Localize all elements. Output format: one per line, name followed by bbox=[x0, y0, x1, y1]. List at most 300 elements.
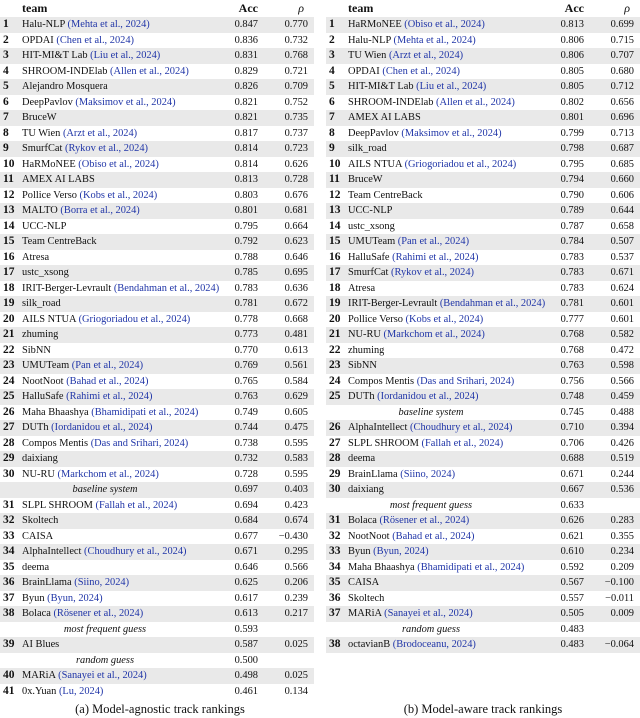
rank-cell: 13 bbox=[329, 204, 341, 216]
citation-link[interactable]: (Sanayei et al., 2024) bbox=[384, 608, 473, 619]
acc-cell: 0.805 bbox=[560, 81, 584, 92]
rho-cell: 0.676 bbox=[284, 189, 308, 201]
rank-cell: 23 bbox=[329, 359, 341, 371]
citation-link[interactable]: (Bendahman et al., 2024) bbox=[439, 298, 546, 309]
citation-link[interactable]: (Byun, 2024) bbox=[373, 546, 429, 557]
acc-cell: 0.847 bbox=[234, 19, 258, 30]
table-row bbox=[0, 405, 314, 421]
team-cell bbox=[22, 436, 188, 452]
team-cell bbox=[326, 498, 536, 514]
team-name: deema bbox=[22, 561, 50, 573]
table-row bbox=[326, 281, 640, 297]
team-cell bbox=[348, 281, 375, 297]
acc-cell: 0.763 bbox=[234, 391, 258, 402]
rank-cell: 26 bbox=[3, 405, 15, 418]
citation-link[interactable]: (Obiso et al., 2024) bbox=[404, 19, 485, 30]
table-body bbox=[326, 17, 640, 653]
table-row bbox=[326, 560, 640, 576]
rho-cell: 0.595 bbox=[284, 437, 308, 449]
acc-cell: 0.795 bbox=[234, 220, 258, 232]
table-row bbox=[0, 544, 314, 560]
rho-cell: 0.715 bbox=[610, 34, 634, 46]
team-cell bbox=[348, 544, 429, 560]
table-row bbox=[0, 48, 314, 64]
team-name: BrainLlama bbox=[348, 468, 398, 480]
caption-model-aware: (b) Model-aware track rankings bbox=[403, 702, 563, 716]
citation-link[interactable]: (Fallah et al., 2024) bbox=[95, 499, 178, 511]
model-agnostic-table bbox=[0, 0, 314, 699]
table-row bbox=[326, 172, 640, 188]
acc-cell: 0.821 bbox=[234, 112, 258, 123]
citation-link[interactable]: (Das and Srihari, 2024) bbox=[90, 437, 189, 449]
table-row bbox=[0, 451, 314, 467]
team-cell bbox=[348, 234, 469, 250]
rank-cell: 37 bbox=[3, 591, 15, 604]
team-name: Byun bbox=[22, 592, 45, 604]
team-cell bbox=[326, 405, 536, 421]
rank-cell: 33 bbox=[3, 529, 15, 542]
team-cell bbox=[348, 126, 502, 142]
citation-link[interactable]: (Maksimov et al., 2024) bbox=[75, 96, 176, 108]
rank-cell: 12 bbox=[329, 188, 341, 201]
rank-cell: 31 bbox=[3, 498, 15, 511]
team-name: TU Wien bbox=[348, 50, 387, 61]
rho-cell: 0.025 bbox=[284, 670, 308, 681]
rank-cell: 8 bbox=[3, 126, 9, 139]
table-row bbox=[326, 482, 640, 498]
acc-cell: 0.821 bbox=[234, 96, 258, 108]
rho-cell: 0.009 bbox=[610, 608, 634, 619]
rank-cell: 2 bbox=[329, 33, 335, 46]
acc-cell: 0.768 bbox=[560, 329, 584, 340]
acc-cell: 0.785 bbox=[234, 267, 258, 278]
caption-model-agnostic: (a) Model-agnostic track rankings bbox=[75, 702, 245, 716]
team-cell bbox=[348, 265, 474, 281]
team-name: BrainLlama bbox=[22, 577, 72, 588]
rank-cell: 4 bbox=[329, 64, 335, 77]
citation-link[interactable]: (Iordanidou et al., 2024) bbox=[51, 422, 153, 433]
rho-cell: 0.636 bbox=[284, 282, 308, 294]
team-name: ustc_xsong bbox=[22, 267, 69, 278]
header-team: team bbox=[348, 1, 374, 15]
rho-cell: 0.768 bbox=[284, 50, 308, 61]
team-cell bbox=[348, 312, 483, 328]
rho-cell: 0.582 bbox=[610, 329, 634, 340]
citation-link[interactable]: (Mehta et al., 2024) bbox=[67, 19, 150, 30]
citation-link[interactable]: (Arzt et al., 2024) bbox=[388, 50, 464, 61]
acc-cell: 0.671 bbox=[560, 468, 584, 480]
team-name: UMUTeam bbox=[22, 360, 70, 371]
citation-link[interactable]: (Fallah et al., 2024) bbox=[421, 437, 504, 449]
team-cell bbox=[348, 637, 476, 653]
team-cell bbox=[348, 575, 379, 591]
rank-cell: 38 bbox=[3, 607, 15, 619]
citation-link[interactable]: (Kobs et al., 2024) bbox=[79, 189, 158, 201]
team-cell bbox=[348, 17, 485, 33]
citation-link[interactable]: (Brodoceanu, 2024) bbox=[392, 639, 476, 650]
rank-cell: 19 bbox=[329, 297, 341, 309]
acc-cell: 0.748 bbox=[560, 391, 584, 402]
rho-cell: 0.561 bbox=[284, 360, 308, 371]
team-cell bbox=[22, 451, 58, 467]
team-name: AlphaIntellect bbox=[348, 422, 408, 433]
acc-cell: 0.763 bbox=[560, 360, 584, 371]
rank-cell: 11 bbox=[3, 173, 14, 185]
team-cell bbox=[22, 296, 61, 312]
team-name: Skoltech bbox=[348, 592, 385, 604]
team-name: UCC-NLP bbox=[348, 205, 393, 216]
acc-cell: 0.749 bbox=[234, 406, 258, 418]
rank-cell: 4 bbox=[3, 64, 9, 77]
table-row bbox=[0, 684, 314, 700]
citation-link[interactable]: (Obiso et al., 2024) bbox=[78, 158, 159, 170]
citation-link[interactable]: (Sanayei et al., 2024) bbox=[58, 670, 147, 681]
rho-cell: 0.685 bbox=[610, 158, 634, 170]
rank-cell: 10 bbox=[329, 157, 341, 170]
table-row bbox=[326, 79, 640, 95]
table-row bbox=[326, 637, 640, 653]
citation-link[interactable]: (Arzt et al., 2024) bbox=[62, 127, 138, 139]
citation-link[interactable]: (Bendahman et al., 2024) bbox=[113, 282, 220, 294]
team-name: CAISA bbox=[348, 577, 380, 588]
rho-cell: 0.488 bbox=[610, 406, 634, 418]
team-name: HaRMoNEE bbox=[348, 19, 402, 30]
table-row bbox=[0, 606, 314, 622]
rho-cell: 0.658 bbox=[610, 220, 634, 232]
team-cell bbox=[22, 126, 137, 142]
team-cell bbox=[348, 141, 387, 157]
team-cell bbox=[22, 529, 53, 545]
team-name: octavianB bbox=[348, 639, 391, 650]
rank-cell: 31 bbox=[329, 514, 341, 526]
acc-cell: 0.744 bbox=[234, 422, 258, 433]
acc-cell: 0.738 bbox=[234, 437, 258, 449]
rank-cell: 10 bbox=[3, 157, 15, 170]
table-row bbox=[0, 265, 314, 281]
table-row bbox=[326, 33, 640, 49]
rank-cell: 6 bbox=[329, 95, 335, 108]
rho-cell: 0.507 bbox=[610, 236, 634, 247]
acc-cell: 0.784 bbox=[560, 236, 584, 247]
team-name: Maha Bhaashya bbox=[22, 406, 89, 418]
team-name: HalluSafe bbox=[22, 391, 64, 402]
citation-link[interactable]: (Rösener et al., 2024) bbox=[379, 515, 470, 526]
rank-cell: 38 bbox=[329, 638, 341, 650]
citation-link[interactable]: (Lu, 2024) bbox=[58, 685, 104, 697]
team-cell bbox=[22, 560, 49, 576]
team-name: Pollice Verso bbox=[22, 189, 77, 201]
team-cell bbox=[348, 64, 460, 80]
rank-cell: 22 bbox=[3, 343, 15, 356]
reference-row bbox=[326, 622, 640, 638]
citation-link[interactable]: (Markchom et al., 2024) bbox=[57, 468, 159, 480]
team-name: Atresa bbox=[348, 282, 376, 294]
team-name: Team CentreBack bbox=[22, 236, 97, 247]
citation-link[interactable]: (Mehta et al., 2024) bbox=[393, 34, 476, 46]
rho-cell: 0.712 bbox=[610, 81, 634, 92]
rank-cell: 7 bbox=[3, 111, 9, 123]
table-row bbox=[0, 110, 314, 126]
rank-cell: 15 bbox=[3, 235, 15, 247]
acc-cell: 0.710 bbox=[560, 422, 584, 433]
team-cell bbox=[22, 79, 108, 95]
rank-cell: 17 bbox=[3, 266, 15, 278]
rho-cell: 0.475 bbox=[284, 422, 308, 433]
citation-link[interactable]: (Choudhury et al., 2024) bbox=[410, 422, 513, 433]
rank-cell: 27 bbox=[329, 436, 341, 449]
team-name: zhuming bbox=[22, 329, 59, 340]
citation-link[interactable]: (Griogoriadou et al., 2024) bbox=[404, 158, 517, 170]
rank-cell: 15 bbox=[329, 235, 341, 247]
rho-cell: −0.011 bbox=[605, 592, 634, 604]
citation-link[interactable]: (Iordanidou et al., 2024) bbox=[377, 391, 479, 402]
rho-cell: 0.671 bbox=[610, 267, 634, 278]
citation-link[interactable]: (Liu et al., 2024) bbox=[90, 50, 161, 61]
team-name: AMEX AI LABS bbox=[22, 174, 95, 185]
team-name: SLPL SHROOM bbox=[348, 437, 419, 449]
team-cell bbox=[348, 95, 515, 111]
rank-cell: 22 bbox=[329, 343, 341, 356]
acc-cell: 0.706 bbox=[560, 437, 584, 449]
table-row bbox=[0, 296, 314, 312]
team-cell bbox=[348, 48, 463, 64]
citation-link[interactable]: (Rykov et al., 2024) bbox=[391, 267, 474, 278]
team-name: random guess bbox=[401, 623, 461, 635]
rho-cell: 0.472 bbox=[610, 344, 634, 356]
table-row bbox=[0, 498, 314, 514]
team-cell bbox=[22, 575, 129, 591]
team-name: HIT-MI&T Lab bbox=[22, 50, 88, 61]
acc-cell: 0.500 bbox=[234, 654, 258, 666]
rank-cell: 5 bbox=[329, 80, 335, 92]
rank-cell: 16 bbox=[329, 250, 341, 263]
team-name: Team CentreBack bbox=[348, 189, 423, 201]
team-name: SmurfCat bbox=[22, 143, 63, 154]
rank-cell: 33 bbox=[329, 545, 341, 557]
acc-cell: 0.783 bbox=[560, 267, 584, 278]
team-cell bbox=[348, 358, 377, 374]
team-cell bbox=[22, 64, 189, 80]
table-row bbox=[0, 188, 314, 204]
acc-cell: 0.783 bbox=[234, 282, 258, 294]
team-name: SibNN bbox=[22, 344, 51, 356]
team-name: zhuming bbox=[348, 344, 385, 356]
team-cell bbox=[348, 529, 474, 545]
citation-link[interactable]: (Pan et al., 2024) bbox=[397, 236, 470, 247]
table-row bbox=[326, 575, 640, 591]
citation-link[interactable]: (Siino, 2024) bbox=[400, 468, 456, 480]
acc-cell: 0.567 bbox=[560, 577, 584, 588]
citation-link[interactable]: (Chen et al., 2024) bbox=[382, 65, 460, 77]
acc-cell: 0.798 bbox=[560, 143, 584, 154]
table-row bbox=[326, 327, 640, 343]
acc-cell: 0.592 bbox=[560, 561, 584, 573]
acc-cell: 0.621 bbox=[560, 530, 584, 542]
team-name: OPDAI bbox=[348, 65, 380, 77]
team-cell bbox=[348, 343, 384, 359]
table-row bbox=[0, 327, 314, 343]
table-row bbox=[0, 126, 314, 142]
citation-link[interactable]: (Bhamidipati et al., 2024) bbox=[417, 561, 525, 573]
table-row bbox=[326, 203, 640, 219]
citation-link[interactable]: (Choudhury et al., 2024) bbox=[84, 546, 187, 557]
team-name: SmurfCat bbox=[348, 267, 389, 278]
acc-cell: 0.781 bbox=[234, 298, 258, 309]
acc-cell: 0.794 bbox=[560, 174, 584, 185]
acc-cell: 0.697 bbox=[234, 484, 258, 495]
team-cell bbox=[22, 420, 152, 436]
team-name: Halu-NLP bbox=[22, 19, 65, 30]
table-row bbox=[0, 420, 314, 436]
team-cell bbox=[22, 358, 143, 374]
team-name: Alejandro Mosquera bbox=[22, 81, 108, 92]
citation-link[interactable]: (Liu et al., 2024) bbox=[416, 81, 487, 92]
rank-cell: 32 bbox=[3, 514, 15, 526]
rank-cell: 24 bbox=[329, 374, 341, 387]
rank-cell: 18 bbox=[3, 281, 15, 294]
team-cell bbox=[22, 188, 157, 204]
team-cell bbox=[348, 296, 545, 312]
acc-cell: 0.781 bbox=[560, 298, 584, 309]
table-row bbox=[0, 250, 314, 266]
team-name: TU Wien bbox=[22, 127, 61, 139]
team-name: most frequent guess bbox=[63, 623, 147, 635]
reference-row bbox=[326, 498, 640, 514]
rho-cell: 0.234 bbox=[610, 546, 634, 557]
rho-cell: 0.723 bbox=[284, 143, 308, 154]
rank-cell: 34 bbox=[329, 560, 341, 573]
acc-cell: 0.802 bbox=[560, 96, 584, 108]
rho-cell: 0.629 bbox=[284, 391, 308, 402]
citation-link[interactable]: (Kobs et al., 2024) bbox=[405, 313, 484, 325]
citation-link[interactable]: (Chen et al., 2024) bbox=[56, 34, 134, 46]
rho-cell: 0.584 bbox=[284, 375, 308, 387]
rank-cell: 25 bbox=[329, 390, 341, 402]
rank-cell: 23 bbox=[3, 359, 15, 371]
table-row bbox=[0, 64, 314, 80]
team-cell bbox=[348, 33, 476, 49]
citation-link[interactable]: (Das and Srihari, 2024) bbox=[416, 375, 515, 387]
acc-cell: 0.806 bbox=[560, 34, 584, 46]
team-cell bbox=[0, 482, 210, 498]
citation-link[interactable]: (Pan et al., 2024) bbox=[71, 360, 144, 371]
acc-cell: 0.483 bbox=[560, 639, 584, 650]
citation-link[interactable]: (Rösener et al., 2024) bbox=[53, 608, 144, 619]
acc-cell: 0.783 bbox=[560, 282, 584, 294]
rho-cell: 0.239 bbox=[284, 592, 308, 604]
rho-cell: 0.606 bbox=[610, 189, 634, 201]
team-name: MARiA bbox=[22, 670, 56, 681]
rho-cell: 0.752 bbox=[284, 96, 308, 108]
team-cell bbox=[348, 327, 485, 343]
rho-cell: −0.100 bbox=[604, 577, 634, 588]
citation-link[interactable]: (Rahimi et al., 2024) bbox=[66, 391, 153, 402]
table-row bbox=[0, 668, 314, 684]
team-name: deema bbox=[348, 453, 376, 464]
team-cell bbox=[22, 668, 147, 684]
rho-cell: 0.025 bbox=[284, 639, 308, 650]
team-cell bbox=[348, 157, 516, 173]
rank-cell: 14 bbox=[3, 219, 15, 232]
team-cell bbox=[348, 389, 478, 405]
team-name: Pollice Verso bbox=[348, 313, 403, 325]
rho-cell: 0.209 bbox=[610, 561, 634, 573]
rho-cell: 0.537 bbox=[610, 251, 634, 263]
citation-link[interactable]: (Siino, 2024) bbox=[74, 577, 130, 588]
acc-cell: 0.694 bbox=[234, 499, 258, 511]
team-cell bbox=[22, 684, 103, 700]
reference-row bbox=[0, 622, 314, 638]
table-row bbox=[326, 48, 640, 64]
rho-cell: 0.770 bbox=[284, 19, 308, 30]
rho-cell: 0.732 bbox=[284, 34, 308, 46]
rho-cell: 0.217 bbox=[284, 608, 308, 619]
citation-link[interactable]: (Maksimov et al., 2024) bbox=[401, 127, 502, 139]
team-name: NU-RU bbox=[348, 329, 381, 340]
acc-cell: 0.783 bbox=[560, 251, 584, 263]
team-cell bbox=[348, 250, 478, 266]
table-row bbox=[326, 529, 640, 545]
rho-cell: 0.244 bbox=[610, 468, 634, 480]
table-row bbox=[326, 467, 640, 483]
citation-link[interactable]: (Allen et al., 2024) bbox=[110, 65, 189, 77]
rho-cell: 0.426 bbox=[610, 437, 634, 449]
citation-link[interactable]: (Rahimi et al., 2024) bbox=[392, 251, 479, 263]
citation-link[interactable]: (Byun, 2024) bbox=[47, 592, 103, 604]
team-name: UMUTeam bbox=[348, 236, 396, 247]
table-row bbox=[326, 234, 640, 250]
acc-cell: 0.769 bbox=[234, 360, 258, 371]
acc-cell: 0.625 bbox=[234, 577, 258, 588]
team-cell bbox=[22, 234, 97, 250]
citation-link[interactable]: (Bahad et al., 2024) bbox=[66, 375, 149, 387]
rank-cell: 11 bbox=[329, 173, 340, 185]
reference-row bbox=[326, 405, 640, 421]
acc-cell: 0.788 bbox=[234, 251, 258, 263]
table-row bbox=[326, 296, 640, 312]
team-name: random guess bbox=[75, 654, 135, 666]
citation-link[interactable]: (Bahad et al., 2024) bbox=[392, 530, 475, 542]
citation-link[interactable]: (Rykov et al., 2024) bbox=[65, 143, 148, 154]
citation-link[interactable]: (Allen et al., 2024) bbox=[436, 96, 515, 108]
citation-link[interactable]: (Griogoriadou et al., 2024) bbox=[78, 313, 191, 325]
rho-cell: 0.423 bbox=[284, 499, 308, 511]
table-row bbox=[326, 265, 640, 281]
rho-cell: 0.668 bbox=[284, 313, 308, 325]
table-row bbox=[326, 591, 640, 607]
header-team: team bbox=[22, 1, 48, 15]
team-name: AILS NTUA bbox=[22, 313, 76, 325]
team-name: SibNN bbox=[348, 360, 377, 371]
acc-cell: 0.789 bbox=[560, 205, 584, 216]
citation-link[interactable]: (Markchom et al., 2024) bbox=[383, 329, 485, 340]
team-cell bbox=[348, 436, 503, 452]
citation-link[interactable]: (Borra et al., 2024) bbox=[60, 205, 140, 216]
team-cell bbox=[326, 622, 536, 638]
table-row bbox=[0, 436, 314, 452]
rank-cell: 5 bbox=[3, 80, 9, 92]
acc-cell: 0.587 bbox=[234, 639, 258, 650]
header-rho: ρ bbox=[298, 1, 304, 15]
team-name: daixiang bbox=[22, 453, 58, 464]
header-acc: Acc bbox=[238, 1, 258, 15]
acc-cell: 0.799 bbox=[560, 127, 584, 139]
rank-cell: 3 bbox=[3, 49, 9, 61]
acc-cell: 0.728 bbox=[234, 468, 258, 480]
citation-link[interactable]: (Bhamidipati et al., 2024) bbox=[91, 406, 199, 418]
rho-cell: 0.519 bbox=[610, 453, 634, 464]
table-body bbox=[0, 17, 314, 699]
